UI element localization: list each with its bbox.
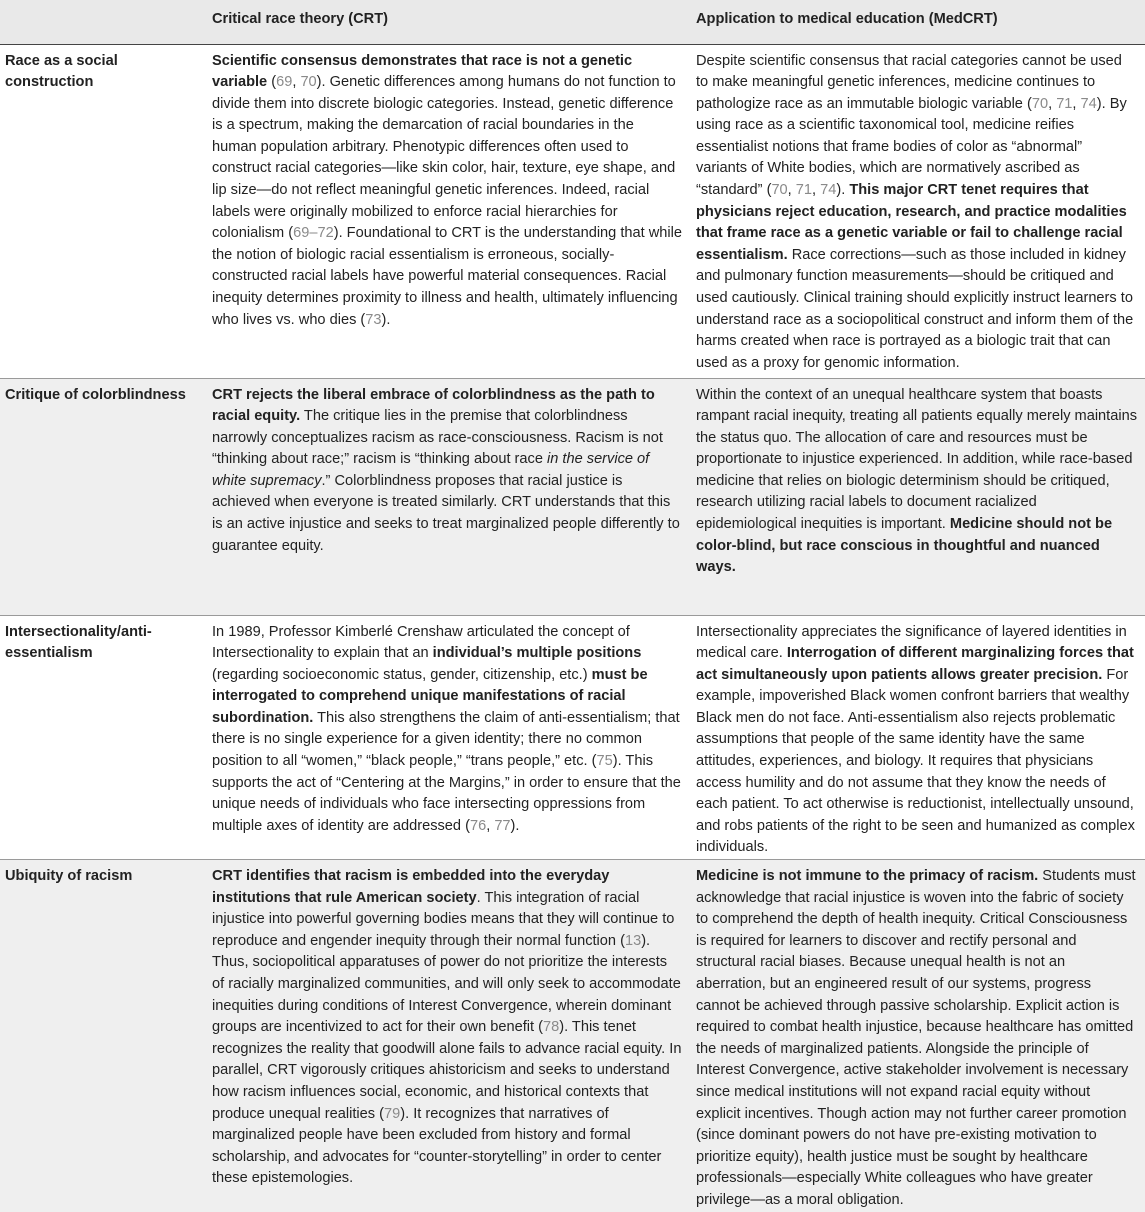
body-text: ( <box>267 74 277 91</box>
table-row <box>0 44 1145 378</box>
body-text: , <box>292 74 301 91</box>
body-text: ). Thus, sociopolitical apparatuses of power do not prioritize the interests of racially marginalized communities, and will only seek to accommodate inequities during conditions of Interest Convergence, wherein dominant groups are incentivized to act for their own benefit ( <box>212 932 681 1036</box>
bold-text: Medicine is not immune to the primacy of racism. <box>696 868 1039 885</box>
body-text: ). It recognizes that narratives of marginalized people have been excluded from history and formal scholarship, and advocates for “counter-storytelling” in order to center these epistemologies. <box>212 1105 662 1187</box>
header-crt: Critical race theory (CRT) <box>200 0 692 44</box>
citation-ref[interactable]: 69 <box>276 74 293 91</box>
citation-ref[interactable]: 69–72 <box>293 225 334 242</box>
bold-text: CRT identifies that racism is embedded into the everyday institutions that rule American society <box>212 868 610 906</box>
body-text: ). This tenet recognizes the reality that goodwill alone fails to advance racial equity. In parallel, CRT vigorously critiques ahistoricism and seeks to understand how racism influences social, economic, and historical contexts that produce unequal realities ( <box>212 1019 682 1122</box>
row-label: Intersectionality/anti-essentialism <box>5 623 152 662</box>
italic-text: in the service of white supremacy <box>212 451 650 489</box>
row-label: Ubiquity of racism <box>5 868 133 885</box>
body-text: , <box>486 817 495 834</box>
citation-ref[interactable]: 74 <box>820 182 837 199</box>
header-row <box>0 0 1145 44</box>
crt-cell <box>200 44 692 378</box>
table-header <box>0 0 1145 44</box>
body-text: Within the context of an unequal healthcare system that boasts rampant racial inequity, treating all patients equally merely maintains the status quo. The allocation of care and resources must be proportionate to injustice experienced. In addition, while race-based medicine that relies on biologic determinism should be critiqued, research utilizing racial labels to document racialized epidemiological inequities is important. <box>696 386 1138 533</box>
citation-ref[interactable]: 71 <box>1056 95 1073 112</box>
table-row <box>0 378 1145 615</box>
crt-cell <box>200 378 692 615</box>
table-body <box>0 44 1145 1212</box>
citation-ref[interactable]: 71 <box>795 182 813 199</box>
bold-text: Scientific consensus demonstrates that race is not a genetic variable <box>212 52 633 91</box>
citation-ref[interactable]: 74 <box>1080 95 1097 112</box>
body-text: ). <box>510 817 520 834</box>
body-text: , <box>787 182 796 199</box>
citation-ref[interactable]: 78 <box>542 1019 560 1036</box>
crt-cell <box>200 615 692 860</box>
medcrt-cell <box>692 378 1145 615</box>
citation-ref[interactable]: 70 <box>771 182 788 199</box>
body-text: ). <box>836 182 850 199</box>
body-text: ). By using race as a scientific taxonomical tool, medicine reifies essentialist notions that frame bodies of color as “abnormal” variants of White bodies, which are normatively ascribed as “standard” ( <box>696 95 1127 199</box>
body-text: This also strengthens the claim of anti-essentialism; that there is no single experience for a given identity; there no common position to all “women,” “black people,” “trans people,” etc. ( <box>212 709 680 770</box>
body-text: .” Colorblindness proposes that racial justice is achieved when everyone is treated similarly. CRT understands that this is an active injustice and seeks to treat marginalized people differently to guarantee equity. <box>212 472 680 554</box>
citation-ref[interactable]: 79 <box>384 1105 401 1122</box>
body-text: Students must acknowledge that racial injustice is woven into the fabric of society to comprehend the depth of health inequity. Critical Consciousness is required for learners to discover and rectify personal and structural racial biases. Because unequal health is not an aberration, but an engineered result of our systems, progress cannot be achieved through passive scholarship. Explicit action is required to combat health injustice, because healthcare has omitted the needs of marginalized patients. Alongside the principle of Interest Convergence, active stakeholder involvement is necessary since medical institutions will not expand racial equity without explicit incentives. Though action may not further career promotion (since dominant powers do not have pre-existing motivation to prioritize equity), health justice must be sought by healthcare professionals—especially White colleagues who have greater privilege—as a moral obligation. <box>696 868 1136 1208</box>
body-text: In 1989, Professor Kimberlé Crenshaw articulated the concept of Intersectionality to explain that an <box>212 623 630 662</box>
citation-ref[interactable]: 13 <box>624 932 642 949</box>
bold-text: individual’s multiple positions <box>432 645 642 662</box>
table-row <box>0 615 1145 860</box>
body-text: The critique lies in the premise that colorblindness narrowly conceptualizes racism as race-consciousness. Racism is not “thinking about race;” racism is “thinking about race <box>212 408 663 468</box>
medcrt-cell <box>692 44 1145 378</box>
body-text: ). Foundational to CRT is the understanding that while the notion of biologic racial essentialism is erroneous, socially-constructed racial labels have powerful material consequences. Racial inequity determines proximity to illness and health, ultimately influencing who lives vs. who dies ( <box>212 225 683 328</box>
citation-ref[interactable]: 76 <box>469 817 487 834</box>
row-label: Critique of colorblindness <box>5 386 186 403</box>
body-text: For example, impoverished Black women confront barriers that wealthy Black men do not face. Anti-essentialism also rejects problematic assumptions that people of the same identity have the same attitudes, experiences, and biology. It requires that physicians access humility and do not assume that they know the needs of each patient. To act otherwise is reductionist, intellectually unsound, and robs patients of the right to be seen and humanized as complex individuals. <box>696 666 1135 856</box>
bold-text: must be interrogated to comprehend unique manifestations of racial subordination. <box>212 666 648 726</box>
body-text: ). Genetic differences among humans do not function to divide them into discrete biologic categories. Instead, genetic difference is a spectrum, making the demarcation of racial boundaries in the human population arbitrary. Phenotypic differences often used to construct racial categories—like skin color, hair, texture, eye shape, and lip size—do not reflect meaningful genetic inferences. Indeed, racial labels were originally mobilized to enforce racial hierarchies for colonialism ( <box>212 74 676 242</box>
citation-ref[interactable]: 73 <box>365 311 382 328</box>
body-text: Intersectionality appreciates the significance of layered identities in medical care. <box>696 623 1127 662</box>
body-text: . This integration of racial injustice into powerful governing bodies means that they will continue to reproduce and engender inequity through their normal function ( <box>212 889 675 949</box>
citation-ref[interactable]: 77 <box>494 817 511 834</box>
header-empty-cell <box>0 0 200 44</box>
citation-ref[interactable]: 75 <box>596 753 613 770</box>
body-text: Despite scientific consensus that racial categories cannot be used to make meaningful genetic inferences, medicine continues to pathologize race as an immutable biologic variable ( <box>696 52 1122 112</box>
body-text: , <box>812 182 821 199</box>
citation-ref[interactable]: 70 <box>300 74 317 91</box>
body-text: ). This supports the act of “Centering at the Margins,” in order to ensure that the unique needs of individuals who face intersecting oppressions from multiple axes of identity are addressed ( <box>212 753 681 834</box>
bold-text: Interrogation of different marginalizing forces that act simultaneously upon patients allows greater precision. <box>696 645 1134 683</box>
bold-text: Medicine should not be color-blind, but race conscious in thoughtful and nuanced ways. <box>696 516 1113 576</box>
header-medcrt: Application to medical education (MedCRT) <box>692 0 1145 44</box>
body-text: ). <box>381 311 391 328</box>
citation-ref[interactable]: 70 <box>1031 95 1049 112</box>
row-label: Race as a social construction <box>5 52 118 91</box>
body-text: Race corrections—such as those included in kidney and pulmonary function measurements—should be critiqued and used cautiously. Clinical training should explicitly instruct learners to understand race as a sociopolitical construct and inform them of the harms created when race is portrayed as a biologic trait that can used as a proxy for genomic information. <box>696 246 1134 371</box>
body-text: , <box>1048 95 1057 112</box>
medcrt-cell <box>692 615 1145 860</box>
bold-text: This major CRT tenet requires that physicians reject education, research, and practice modalities that frame race as a genetic variable or fail to challenge racial essentialism. <box>696 182 1127 263</box>
body-text: (regarding socioeconomic status, gender, citizenship, etc.) <box>212 666 592 683</box>
bold-text: CRT rejects the liberal embrace of colorblindness as the path to racial equity. <box>212 386 655 425</box>
body-text: , <box>1072 95 1081 112</box>
